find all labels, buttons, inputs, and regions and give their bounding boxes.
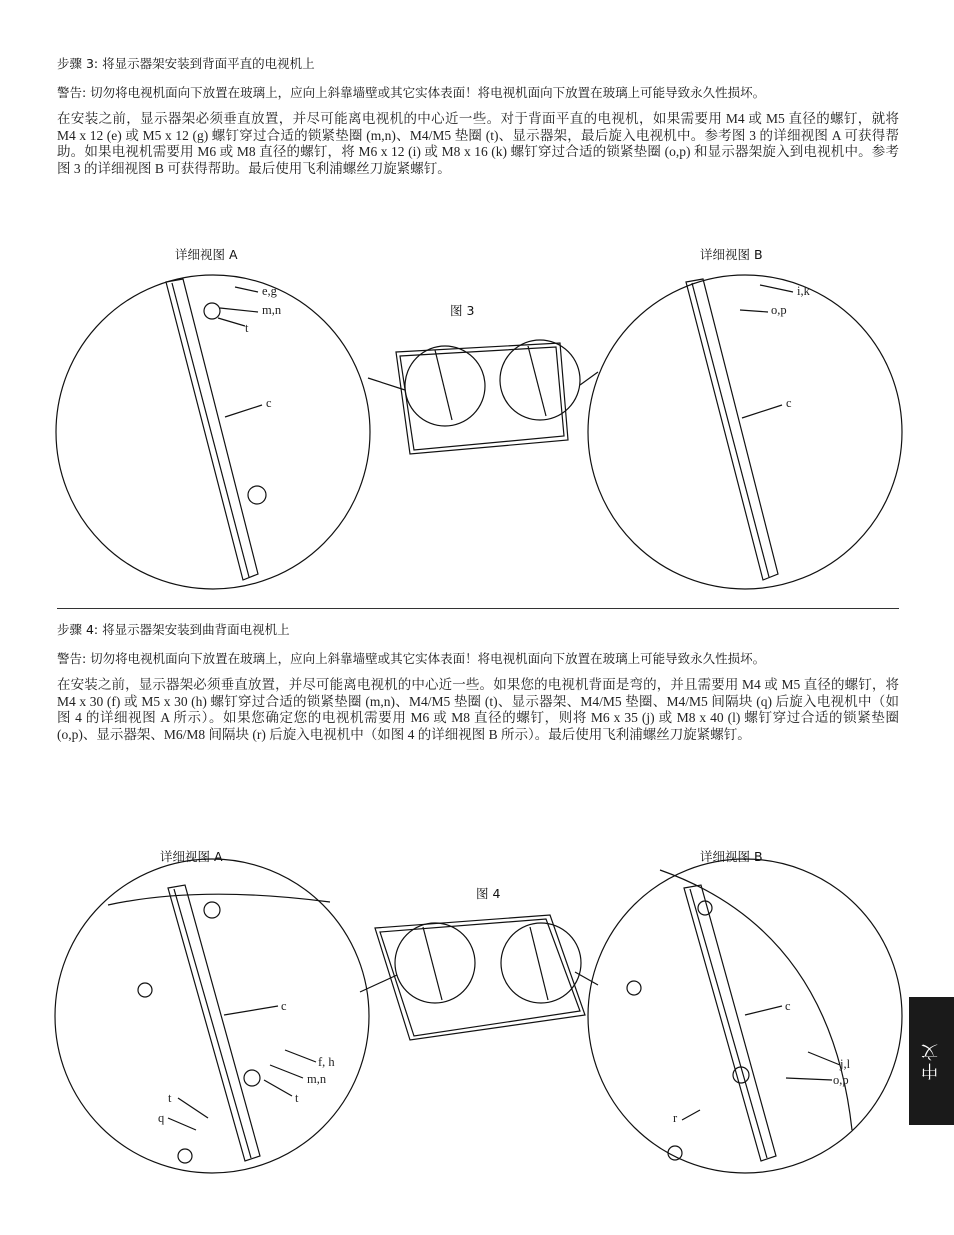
fig4-detail-b-circle (588, 859, 902, 1173)
language-tab-label: 中文 (922, 1042, 942, 1080)
fig3-callout-ik: i,k (797, 284, 810, 298)
fig3-detail-b-circle (588, 275, 902, 589)
fig4-callout-t-left: t (168, 1091, 172, 1105)
step3-body: 在安装之前，显示器架必须垂直放置，并尽可能离电视机的中心近一些。对于背面平直的电视机，如果需要用 M4 或 M5 直径的螺钉，就将 M4 x 12 (e) 或 M5 x 12 (g) 螺钉穿过合适的锁紧垫圈 (m,n)、M4/M5 垫圈 (t)、显示器架，最后旋入电视机中。参考图 3 的详细视图 A 可获得帮助。如果电视机需要用 M6 或 M8 直径的螺钉，将 M6 x 12 (i) 或 M8 x 16 (k) 螺钉穿过合适的锁紧垫圈 (o,p) 和显示器架旋入到电视机中。参考图 3 的详细视图 B 可获得帮助。最后使用飞利浦螺丝刀旋紧螺钉。 (57, 111, 899, 176)
fig4-callout-c-left: c (281, 999, 287, 1013)
step4-body: 在安装之前，显示器架必须垂直放置，并尽可能离电视机的中心近一些。如果您的电视机背面是弯的，并且需要用 M4 或 M5 直径的螺钉，将 M4 x 30 (f) 或 M5 x 30 (h) 螺钉穿过合适的锁紧垫圈 (m,n)、M4/M5 垫圈 (t)、显示器架、M4/M5 垫圈、M4/M5 间隔块 (q) 后旋入电视机中（如图 4 的详细视图 A 所示）。如果您确定您的电视机需要用 M6 或 M8 直径的螺钉，则将 M6 x 35 (j) 或 M8 x 40 (l) 螺钉穿过合适的锁紧垫圈 (o,p)、显示器架、M6/M8 间隔块 (r) 后旋入电视机中（如图 4 的详细视图 B 所示）。最后使用飞利浦螺丝刀旋紧螺钉。 (57, 677, 899, 742)
fig4-bracket-a (168, 885, 260, 1161)
fig3-label: 图 3 (450, 303, 475, 318)
fig4-bracket-b (684, 885, 776, 1161)
fig4-callout-r: r (673, 1111, 678, 1125)
fig4-callout-q: q (158, 1111, 165, 1125)
fig4-callout-jl: j,l (840, 1057, 851, 1071)
fig4-tv (375, 915, 585, 1040)
step3-warning: 警告: 切勿将电视机面向下放置在玻璃上，应向上斜靠墙壁或其它实体表面！将电视机面向下放置在玻璃上可能导致永久性损坏。 (57, 85, 766, 100)
fig4-tv-curve-a (108, 894, 330, 905)
fig3-callout-c-left: c (266, 396, 272, 410)
fig3-callout-t: t (245, 321, 249, 335)
fig4-tv-curve-b (660, 870, 852, 1130)
language-tab (909, 997, 954, 1125)
fig3-callout-c-right: c (786, 396, 792, 410)
section-divider (57, 608, 899, 609)
fig4-label: 图 4 (476, 886, 501, 901)
fig3-bracket-a (166, 279, 258, 580)
fig4-detail-b-label: 详细视图 B (700, 849, 763, 864)
fig4-detail-a-circle (55, 859, 369, 1173)
fig3-tv (396, 340, 580, 454)
fig3-bracket-b (686, 279, 778, 580)
step4-section (57, 620, 899, 743)
fig3-callout-op: o,p (771, 303, 787, 317)
fig3-callout-eg: e,g (262, 284, 277, 298)
fig3-detail-a-circle (56, 275, 370, 589)
fig3-detail-a-label: 详细视图 A (175, 247, 238, 262)
fig4-callout-fh: f, h (318, 1055, 335, 1069)
fig4-callout-op: o,p (833, 1073, 849, 1087)
fig4-callout-t-right: t (295, 1091, 299, 1105)
fig4-callout-c-right: c (785, 999, 791, 1013)
fig4-callout-mn: m,n (307, 1072, 327, 1086)
fig4-detail-a-label: 详细视图 A (160, 849, 223, 864)
step4-title: 步骤 4: 将显示器架安装到曲背面电视机上 (57, 622, 290, 637)
step3-section (57, 54, 899, 177)
step3-title: 步骤 3: 将显示器架安装到背面平直的电视机上 (57, 56, 315, 71)
step4-warning: 警告: 切勿将电视机面向下放置在玻璃上，应向上斜靠墙壁或其它实体表面！将电视机面向下放置在玻璃上可能导致永久性损坏。 (57, 651, 766, 666)
fig3-detail-b-label: 详细视图 B (700, 247, 763, 262)
fig3-callout-mn: m,n (262, 303, 282, 317)
